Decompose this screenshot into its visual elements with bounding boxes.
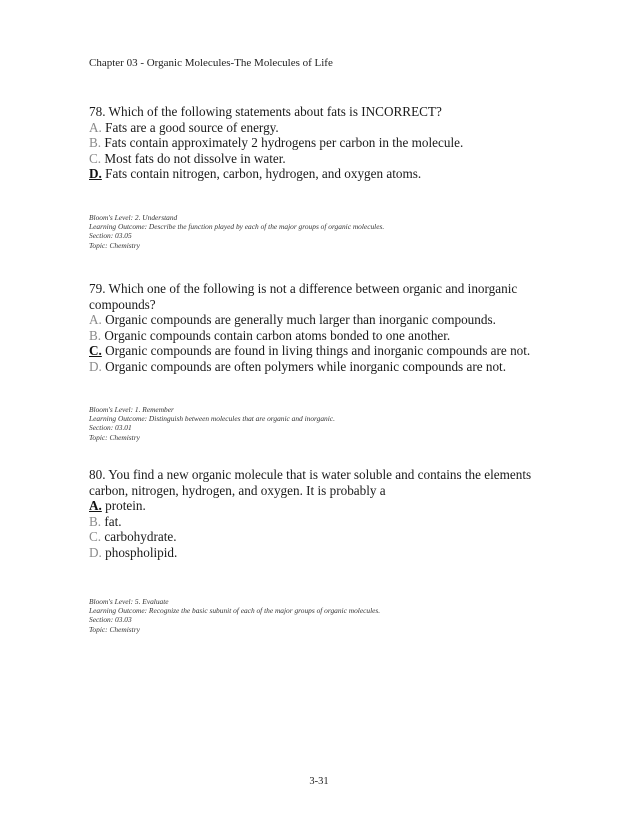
option-text: Fats contain approximately 2 hydrogens per carbon in the molecule. — [101, 135, 464, 150]
answer-option-a — [89, 498, 559, 514]
option-text: Fats contain nitrogen, carbon, hydrogen, and oxygen atoms. — [101, 166, 422, 181]
answer-option-c — [89, 151, 559, 167]
option-text: Most fats do not dissolve in water. — [101, 150, 286, 166]
learning-outcome: Learning Outcome: Distinguish between molecules that are organic and inorganic. — [89, 414, 335, 424]
option-letter: B. — [89, 327, 102, 343]
question-text: 80. You find a new organic molecule that is water soluble and contains the elements carbon, nitrogen, hydrogen, and oxygen. It is probably a — [89, 467, 532, 498]
answer-option-b — [89, 514, 559, 530]
section: Section: 03.01 — [89, 423, 132, 433]
topic: Topic: Chemistry — [89, 240, 140, 250]
question-79 — [89, 281, 559, 374]
question-text: 78. Which of the following statements about fats is INCORRECT? — [89, 104, 442, 119]
answer-option-a — [89, 120, 559, 136]
question-78 — [89, 104, 559, 182]
answer-option-d — [89, 166, 559, 182]
option-text: Organic compounds are generally much larger than inorganic compounds. — [101, 312, 496, 327]
question-text: 79. Which one of the following is not a difference between organic and inorganic compounds? — [89, 281, 518, 312]
option-text: Organic compounds contain carbon atoms bonded to one another. — [101, 327, 451, 343]
section: Section: 03.03 — [89, 615, 132, 625]
option-text: fat. — [101, 513, 122, 529]
blooms-level: Bloom's Level: 5. Evaluate — [89, 597, 169, 606]
option-text: Organic compounds are found in living things and inorganic compounds are not. — [101, 343, 531, 358]
answer-option-c — [89, 343, 559, 359]
option-text: protein. — [101, 498, 146, 513]
correct-option-letter: C. — [89, 343, 102, 358]
correct-option-letter: A. — [89, 498, 102, 513]
answer-option-d — [89, 545, 559, 561]
question-80-metadata — [89, 597, 380, 634]
option-text: phospholipid. — [101, 544, 178, 560]
option-letter: B. — [89, 135, 102, 150]
option-text: carbohydrate. — [101, 529, 177, 544]
option-letter: C. — [89, 150, 102, 166]
topic: Topic: Chemistry — [89, 624, 140, 634]
correct-option-letter: D. — [89, 166, 102, 181]
answer-option-d — [89, 359, 559, 375]
option-letter: D. — [89, 358, 102, 374]
option-letter: C. — [89, 529, 102, 544]
question-80 — [89, 467, 559, 560]
answer-option-b — [89, 328, 559, 344]
blooms-level: Bloom's Level: 1. Remember — [89, 405, 174, 414]
option-text: Organic compounds are often polymers while inorganic compounds are not. — [101, 358, 507, 374]
answer-option-b — [89, 135, 559, 151]
option-text: Fats are a good source of energy. — [101, 119, 279, 135]
option-letter: B. — [89, 513, 102, 529]
page-number: 3-31 — [309, 776, 329, 787]
section: Section: 03.05 — [89, 231, 132, 241]
topic: Topic: Chemistry — [89, 432, 140, 442]
option-letter: D. — [89, 544, 102, 560]
option-letter: A. — [89, 119, 102, 135]
blooms-level: Bloom's Level: 2. Understand — [89, 213, 178, 222]
chapter-header: Chapter 03 - Organic Molecules-The Molecules of Life — [89, 57, 333, 69]
question-78-metadata — [89, 213, 384, 250]
learning-outcome: Learning Outcome: Recognize the basic subunit of each of the major groups of organic molecules. — [89, 606, 381, 616]
learning-outcome: Learning Outcome: Describe the function played by each of the major groups of organic molecules. — [89, 222, 385, 232]
option-letter: A. — [89, 312, 102, 327]
question-79-metadata — [89, 405, 335, 442]
answer-option-a — [89, 312, 559, 328]
answer-option-c — [89, 529, 559, 545]
